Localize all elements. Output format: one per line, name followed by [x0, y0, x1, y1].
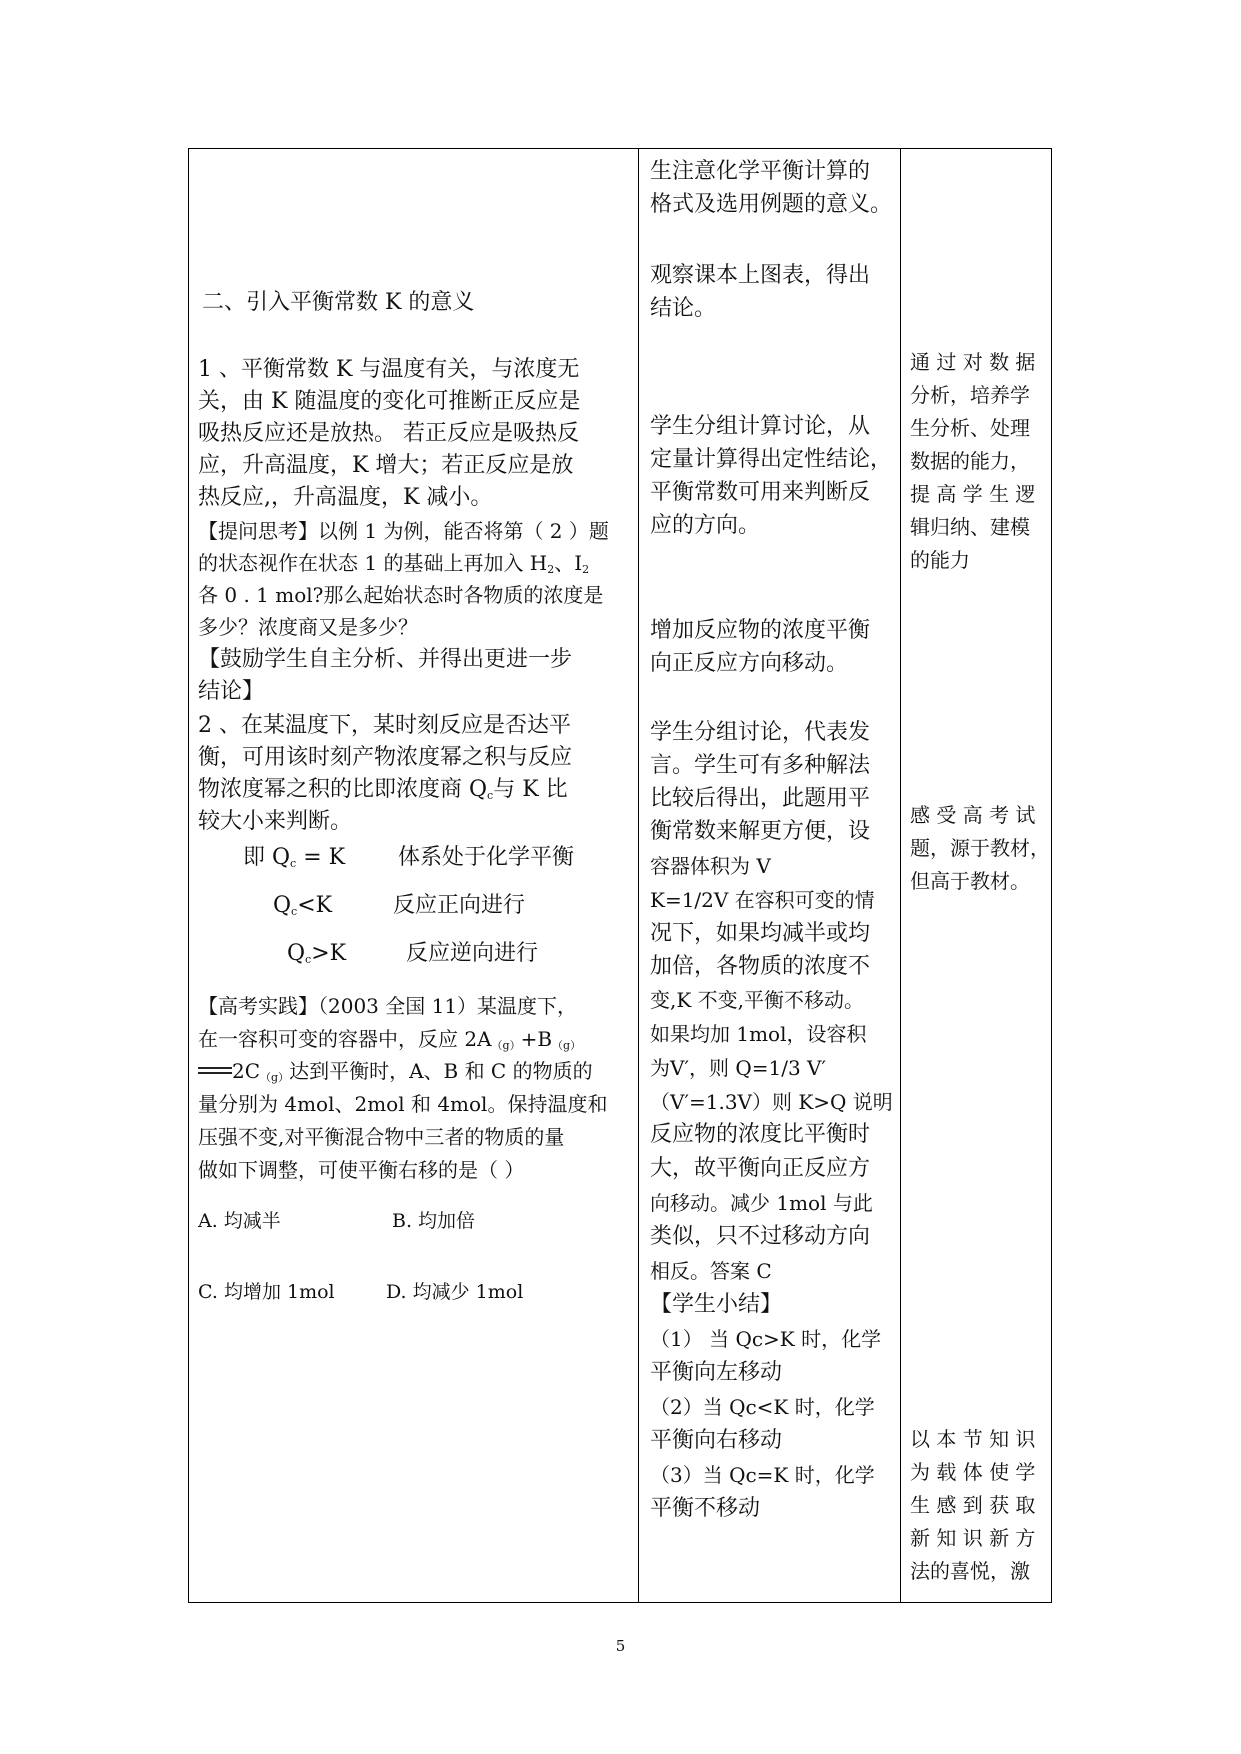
relation-description: 体系处于化学平衡 — [398, 845, 575, 870]
relation-description: 反应逆向进行 — [406, 941, 539, 966]
col3-line: 提 高 学 生 逻 — [910, 482, 1036, 506]
col2-line: 定量计算得出定性结论， — [650, 447, 893, 472]
encourage-line: 结论】 — [198, 679, 265, 704]
col2-line: 结论。 — [650, 296, 717, 321]
col2-line: 反应物的浓度比平衡时 — [650, 1122, 871, 1147]
col2-line: （2）当 Qc<K 时，化学 — [650, 1395, 875, 1419]
col2-line: 学生分组讨论，代表发 — [650, 720, 871, 745]
column-divider-2 — [900, 148, 901, 1603]
relation-condition: $Q_c>K$ — [287, 941, 347, 966]
col3-line: 题，源于教材， — [910, 836, 1050, 860]
exam-question-line: 【高考实践】（2003 全国 11）某温度下， — [198, 994, 578, 1018]
option-b: B. 均加倍 — [392, 1210, 476, 1232]
col3-line: 分析，培养学 — [910, 383, 1030, 407]
option-d: D. 均减少 1mol — [386, 1281, 524, 1303]
option-c: C. 均增加 1mol — [198, 1281, 335, 1303]
relation-description: 反应正向进行 — [393, 893, 526, 918]
col2-line: 向移动。减少 1mol 与此 — [650, 1191, 873, 1215]
col3-line: 以 本 节 知 识 — [910, 1427, 1036, 1451]
page-number: 5 — [615, 1637, 626, 1655]
col2-line: 加倍，各物质的浓度不 — [650, 954, 871, 979]
col3-line: 辑归纳、建模 — [910, 515, 1030, 539]
question-line: 各 0 . 1 mol?那么起始状态时各物质的浓度是 — [198, 583, 604, 607]
paragraph-line: 关，由 K 随温度的变化可推断正反应是 — [198, 389, 581, 414]
col2-line: 平衡常数可用来判断反 — [650, 480, 871, 505]
col3-line: 的能力 — [910, 548, 970, 572]
col2-line: 变,K 不变,平衡不移动。 — [650, 988, 865, 1012]
paragraph-line: 物浓度幂之积的比即浓度商 $Q_c$与 K 比 — [198, 777, 568, 802]
col2-line: 增加反应物的浓度平衡 — [650, 618, 871, 643]
col3-line: 法的喜悦，激 — [910, 1559, 1030, 1583]
col2-line: 类似，只不过移动方向 — [650, 1224, 871, 1249]
paragraph-line: 吸热反应还是放热。 若正反应是吸热反 — [198, 421, 579, 446]
col2-line: 观察课本上图表，得出 — [650, 263, 871, 288]
equilibrium-arrow-icon — [198, 1067, 232, 1075]
col2-line: 比较后得出，此题用平 — [650, 786, 871, 811]
col2-line: （1） 当 Qc>K 时，化学 — [650, 1327, 882, 1351]
col3-line: 为 载 体 使 学 — [910, 1460, 1036, 1484]
col2-line: 生注意化学平衡计算的 — [650, 159, 871, 184]
exam-question-line: 量分别为 4mol、2mol 和 4mol。保持温度和 — [198, 1092, 608, 1116]
paragraph-line: 1 、平衡常数 K 与温度有关，与浓度无 — [198, 357, 580, 382]
col2-line: 【学生小结】 — [650, 1292, 783, 1317]
paragraph-line: 应，升高温度，K 增大；若正反应是放 — [198, 453, 574, 478]
col2-line: 学生分组计算讨论，从 — [650, 414, 871, 439]
col2-line: 平衡向左移动 — [650, 1360, 783, 1385]
option-a: A. 均减半 — [198, 1210, 281, 1232]
relation-condition: $Q_c<K$ — [273, 893, 333, 918]
section-heading: 二、引入平衡常数 K 的意义 — [202, 290, 475, 315]
paragraph-line: 较大小来判断。 — [198, 809, 353, 834]
paragraph-line: 2 、在某温度下，某时刻反应是否达平 — [198, 713, 571, 738]
relation-condition: 即 $Q_c = K$ — [243, 845, 346, 870]
encourage-line: 【鼓励学生自主分析、并得出更进一步 — [198, 647, 573, 672]
col3-line: 通 过 对 数 据 — [910, 350, 1036, 374]
col2-line: 为V′，则 Q=1/3 V′ — [650, 1056, 827, 1080]
col3-line: 但高于教材。 — [910, 869, 1030, 893]
col3-line: 新 知 识 新 方 — [910, 1526, 1036, 1550]
question-line: 【提问思考】以例 1 为例，能否将第（ 2 ）题 — [198, 519, 609, 543]
col2-line: 如果均加 1mol，设容积 — [650, 1022, 867, 1046]
col2-line: 向正反应方向移动。 — [650, 651, 849, 676]
col2-line: K=1/2V 在容积可变的情 — [650, 888, 875, 912]
col2-line: （V′=1.3V）则 K>Q 说明 — [650, 1090, 893, 1114]
col2-line: 言。学生可有多种解法 — [650, 753, 871, 778]
col2-line: 容器体积为 V — [650, 854, 771, 878]
col2-line: （3）当 Qc=K 时，化学 — [650, 1463, 875, 1487]
question-line: 的状态视作在状态 1 的基础上再加入 $H_2$、$I_2$ — [198, 551, 590, 576]
exam-question-line: 在一容积可变的容器中，反应 $2A_{(g)}+B_{(g)}$ — [198, 1027, 582, 1052]
paragraph-line: 热反应,，升高温度，K 减小。 — [198, 485, 493, 510]
exam-question-line: 做如下调整，可使平衡右移的是（ ） — [198, 1158, 525, 1182]
col3-line: 生分析、处理 — [910, 416, 1030, 440]
paragraph-line: 衡，可用该时刻产物浓度幂之积与反应 — [198, 745, 573, 770]
col3-line: 生 感 到 获 取 — [910, 1493, 1036, 1517]
question-line: 多少？浓度商又是多少？ — [198, 615, 418, 639]
col2-line: 平衡向右移动 — [650, 1428, 783, 1453]
col3-line: 数据的能力， — [910, 449, 1030, 473]
col2-line: 平衡不移动 — [650, 1496, 761, 1521]
exam-question-line: $2C_{(g)}$达到平衡时，A、B 和 C 的物质的 — [198, 1059, 593, 1090]
column-divider-1 — [638, 148, 639, 1603]
col2-line: 格式及选用例题的意义。 — [650, 192, 893, 217]
col2-line: 应的方向。 — [650, 513, 761, 538]
col2-line: 况下，如果均减半或均 — [650, 921, 871, 946]
col2-line: 大，故平衡向正反应方 — [650, 1156, 871, 1181]
col2-line: 相反。答案 C — [650, 1259, 772, 1283]
exam-question-line: 压强不变,对平衡混合物中三者的物质的量 — [198, 1125, 565, 1149]
col2-line: 衡常数来解更方便，设 — [650, 819, 871, 844]
col3-line: 感 受 高 考 试 — [910, 803, 1036, 827]
